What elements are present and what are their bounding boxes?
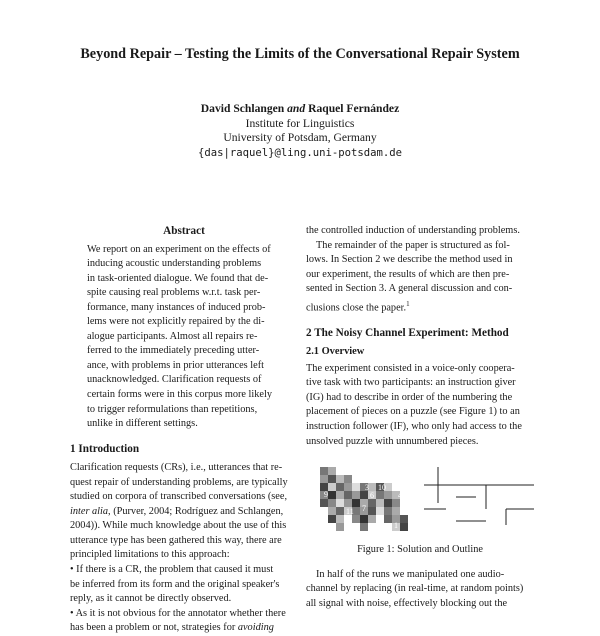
- affiliation-university: University of Potsdam, Germany: [223, 131, 377, 145]
- section-2-heading: 2 The Noisy Channel Experiment: Method: [306, 326, 509, 339]
- intro-line: be inferred from its form and the original speaker's: [70, 578, 280, 590]
- body-line: In half of the runs we manipulated one audio-: [316, 568, 505, 580]
- abstract-line: inducing acoustic understanding problems: [87, 258, 262, 270]
- puzzle-number: 9: [324, 490, 328, 500]
- intro-line: Clarification requests (CRs), i.e., utterances that re-: [70, 462, 283, 474]
- abstract-line: lems were not explicitly repaired by the di-: [87, 316, 265, 328]
- affiliation-institute: Institute for Linguistics: [245, 116, 355, 130]
- author-names: [0, 102, 600, 117]
- left-column: [70, 224, 298, 636]
- abstract-body: [87, 243, 284, 432]
- author-1: David Schlangen: [200, 102, 285, 115]
- abstract-line: in task-oriented dialogue. We found that de-: [87, 272, 269, 284]
- abstract-line: ferred to the immediately preceding utter-: [87, 345, 260, 357]
- abstract-line: ance, with problems in prior utterances left: [87, 359, 264, 371]
- body-line: all signal with noise, effectively blocking out the: [306, 597, 508, 609]
- body-line: sented in Section 3. A general discussion and con-: [306, 283, 513, 295]
- paper-title: Beyond Repair – Testing the Limits of the Conversational Repair System: [80, 46, 520, 62]
- intro-line-start: has been a problem or not, strategies for: [70, 622, 238, 634]
- inter-alia-text: inter alia: [70, 505, 109, 517]
- abstract-line: certain forms were in this corpus more likely: [87, 389, 273, 401]
- abstract-line: We report on an experiment on the effects of: [87, 243, 271, 255]
- intro-line: reply, as it cannot be directly observed.: [70, 593, 232, 605]
- overview-line: tive task with two participants: an instruction giver: [306, 377, 516, 389]
- puzzle-solution: [320, 467, 408, 531]
- puzzle-number: 1: [394, 521, 398, 531]
- intro-bullet-line: • If there is a CR, the problem that caused it must: [70, 564, 274, 576]
- intro-line: utterance type has been gathered this way, there are: [70, 534, 282, 546]
- abstract-line: spite causing real problems w.r.t. task per-: [87, 287, 261, 299]
- section-1-heading: 1 Introduction: [70, 442, 140, 455]
- puzzle-figure: [306, 463, 534, 533]
- abstract-line: formance, many instances of induced prob-: [87, 301, 266, 313]
- abstract-line: unacknowledged. Clarification requests of: [87, 374, 262, 386]
- overview-line: instruction follower (IF), who only had access to the: [306, 420, 522, 432]
- body-line: [306, 297, 534, 316]
- abstract-line: to trigger reformulations than repetitions,: [87, 403, 258, 415]
- author-block: [0, 102, 600, 160]
- author-email: {das|raquel}@ling.uni-potsdam.de: [197, 146, 403, 159]
- body-line: lows. In Section 2 we describe the method used in: [306, 254, 513, 266]
- avoiding-text: avoiding: [237, 622, 274, 634]
- puzzle-number: 11: [346, 507, 354, 517]
- intro-line: principled limitations to this approach:: [70, 549, 230, 561]
- author-2: Raquel Fernández: [308, 102, 400, 115]
- introduction-body: [70, 461, 298, 636]
- overview-line: The experiment consisted in a voice-only coopera-: [306, 362, 515, 374]
- abstract-line: unlike in different settings.: [87, 418, 198, 430]
- puzzle-number: 7: [362, 504, 366, 514]
- abstract-line: alogue participants. Almost all repairs re-: [87, 330, 258, 342]
- figure-1-caption: Figure 1: Solution and Outline: [357, 544, 483, 556]
- body-line-text: clusions close the paper.: [306, 302, 407, 314]
- body-line: channel by replacing (in real-time, at random points): [306, 583, 524, 595]
- puzzle-outline: [424, 467, 534, 525]
- footnote-marker: 1: [406, 299, 410, 308]
- intro-line: 2004)). While much knowledge about the use of this: [70, 520, 287, 532]
- intro-bullet-line: • As it is not obvious for the annotator whether there: [70, 607, 286, 619]
- abstract-heading: Abstract: [163, 225, 205, 237]
- subsection-2-1-heading: 2.1 Overview: [306, 346, 365, 358]
- body-line: the controlled induction of understanding problems.: [306, 225, 520, 236]
- body-line: The remainder of the paper is structured as fol-: [316, 239, 510, 251]
- body-line: our experiment, the results of which are then pre-: [306, 268, 510, 280]
- puzzle-number: 10: [378, 483, 386, 493]
- intro-line-rest: , (Purver, 2004; Rodríguez and Schlangen,: [108, 505, 284, 517]
- intro-line: [70, 505, 298, 520]
- overview-line: (IG) had to describe in order of the numbering the: [306, 391, 513, 403]
- puzzle-number: 6: [370, 491, 374, 501]
- overview-line: unsolved puzzle with unnumbered pieces.: [306, 435, 479, 447]
- puzzle-number: 3: [365, 483, 369, 493]
- right-column: [306, 224, 534, 611]
- intro-line: quest repair of understanding problems, are typically: [70, 476, 288, 488]
- intro-line: [70, 621, 298, 636]
- figure-1: [306, 463, 534, 533]
- puzzle-number: 4: [398, 491, 402, 501]
- author-conjunction: and: [287, 102, 306, 115]
- intro-line: studied on corpora of transcribed conversations (see,: [70, 491, 288, 503]
- overview-line: placement of pieces on a puzzle (see Figure 1) to an: [306, 406, 520, 418]
